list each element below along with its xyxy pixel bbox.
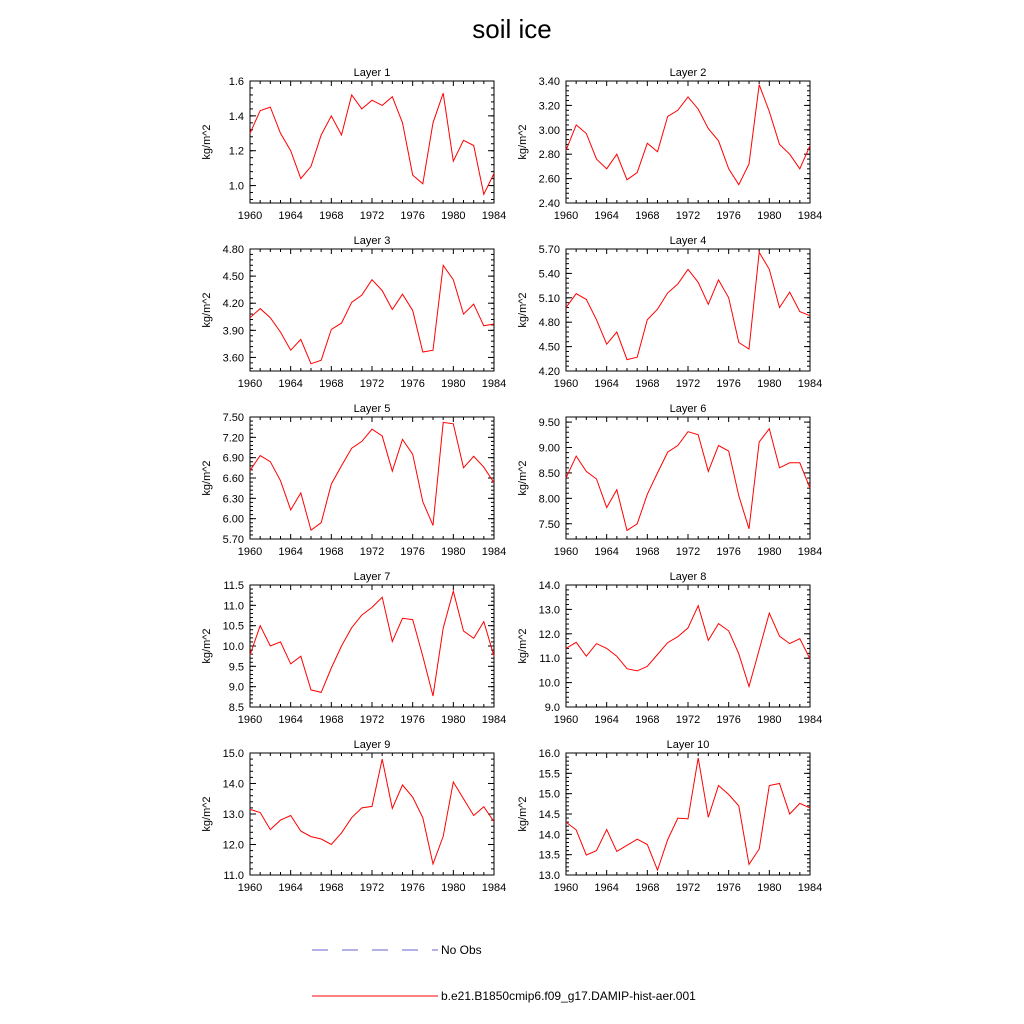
x-tick-label: 1972 — [359, 210, 385, 222]
x-tick-label: 1984 — [481, 882, 507, 894]
y-tick-label: 8.00 — [538, 493, 560, 506]
x-tick-label: 1976 — [716, 210, 741, 222]
x-tick-label: 1976 — [400, 882, 425, 894]
series-line — [250, 759, 494, 864]
x-tick-label: 1968 — [635, 210, 660, 222]
x-tick-label: 1980 — [441, 882, 466, 894]
x-tick-label: 1984 — [797, 714, 823, 726]
x-tick-label: 1976 — [400, 378, 425, 390]
panel-title: Layer 8 — [669, 571, 707, 583]
y-axis-label: kg/m^2 — [517, 460, 529, 496]
panel-1 — [201, 67, 506, 222]
x-tick-label: 1976 — [716, 714, 741, 726]
plot-frame — [566, 753, 810, 875]
x-tick-label: 1968 — [319, 714, 344, 726]
y-tick-label: 4.50 — [222, 271, 244, 284]
y-tick-label: 9.5 — [228, 661, 244, 674]
y-tick-label: 13.0 — [538, 870, 560, 882]
panel-title: Layer 5 — [353, 403, 391, 415]
y-tick-label: 2.80 — [538, 149, 560, 162]
y-tick-label: 11.0 — [223, 870, 244, 882]
x-tick-label: 1960 — [553, 378, 579, 390]
x-tick-label: 1984 — [481, 210, 507, 222]
y-tick-label: 12.0 — [538, 628, 560, 641]
x-tick-label: 1968 — [319, 546, 344, 558]
y-tick-label: 8.50 — [538, 467, 560, 480]
panel-title: Layer 2 — [669, 67, 707, 79]
y-tick-label: 8.5 — [228, 702, 244, 714]
series-line — [250, 93, 494, 194]
series-line — [250, 591, 494, 696]
panel-title: Layer 6 — [669, 403, 707, 415]
panel-3 — [201, 235, 506, 390]
x-tick-label: 1976 — [716, 882, 741, 894]
y-axis-label: kg/m^2 — [201, 124, 213, 160]
y-tick-label: 6.90 — [222, 452, 244, 465]
panel-title: Layer 4 — [669, 235, 707, 247]
x-tick-label: 1968 — [319, 210, 344, 222]
y-tick-label: 15.5 — [538, 768, 560, 781]
figure-title: soil ice — [472, 14, 552, 44]
y-axis-label: kg/m^2 — [517, 628, 529, 664]
y-axis-label: kg/m^2 — [517, 124, 529, 160]
x-tick-label: 1964 — [594, 714, 619, 726]
y-tick-label: 13.0 — [222, 809, 244, 821]
legend-label: b.e21.B1850cmip6.f09_g17.DAMIP-hist-aer.001 — [441, 989, 696, 1003]
x-tick-label: 1960 — [553, 210, 579, 222]
y-tick-label: 2.60 — [538, 173, 560, 186]
y-tick-label: 5.70 — [538, 244, 560, 256]
x-tick-label: 1980 — [441, 378, 466, 390]
x-tick-label: 1976 — [400, 210, 425, 222]
y-tick-label: 9.00 — [538, 442, 560, 455]
y-axis-label: kg/m^2 — [201, 292, 213, 328]
y-tick-label: 7.50 — [222, 412, 244, 424]
y-tick-label: 1.4 — [228, 110, 244, 123]
y-tick-label: 1.2 — [228, 145, 244, 158]
x-tick-label: 1984 — [481, 378, 507, 390]
y-tick-label: 13.0 — [538, 604, 560, 617]
y-tick-label: 4.50 — [538, 341, 560, 354]
y-tick-label: 14.0 — [222, 778, 244, 791]
series-line — [566, 85, 810, 185]
y-tick-label: 14.0 — [538, 829, 560, 842]
y-tick-label: 9.0 — [228, 681, 244, 694]
y-tick-label: 1.0 — [228, 180, 244, 193]
x-tick-label: 1964 — [278, 378, 303, 390]
panel-6 — [517, 403, 822, 558]
x-tick-label: 1964 — [594, 546, 619, 558]
series-line — [250, 422, 494, 530]
panel-title: Layer 3 — [353, 235, 391, 247]
y-axis-label: kg/m^2 — [201, 460, 213, 496]
plot-frame — [250, 249, 494, 371]
x-tick-label: 1972 — [675, 546, 701, 558]
y-axis-label: kg/m^2 — [517, 796, 529, 832]
x-tick-label: 1972 — [675, 210, 701, 222]
y-tick-label: 15.0 — [222, 748, 244, 760]
plot-frame — [250, 753, 494, 875]
x-tick-label: 1984 — [797, 546, 823, 558]
y-tick-label: 10.0 — [222, 641, 244, 653]
panel-title: Layer 7 — [353, 571, 391, 583]
y-tick-label: 7.50 — [538, 518, 560, 531]
x-tick-label: 1972 — [675, 378, 701, 390]
panel-8 — [517, 571, 822, 726]
x-tick-label: 1968 — [635, 882, 660, 894]
x-tick-label: 1980 — [441, 210, 466, 222]
series-line — [566, 758, 810, 870]
plot-frame — [566, 249, 810, 371]
x-tick-label: 1960 — [553, 714, 579, 726]
panel-9 — [201, 739, 506, 894]
y-tick-label: 11.0 — [223, 600, 244, 613]
x-tick-label: 1964 — [594, 210, 619, 222]
x-tick-label: 1972 — [675, 714, 701, 726]
y-tick-label: 5.10 — [538, 292, 560, 305]
legend-label: No Obs — [441, 943, 482, 957]
x-tick-label: 1976 — [716, 378, 741, 390]
x-tick-label: 1972 — [675, 882, 701, 894]
plot-frame — [250, 417, 494, 539]
x-tick-label: 1984 — [797, 378, 823, 390]
y-tick-label: 5.70 — [222, 534, 244, 546]
series-line — [250, 265, 494, 364]
x-tick-label: 1972 — [359, 378, 385, 390]
x-tick-label: 1980 — [757, 882, 782, 894]
y-axis-label: kg/m^2 — [517, 292, 529, 328]
x-tick-label: 1980 — [757, 546, 782, 558]
x-tick-label: 1968 — [319, 378, 344, 390]
x-tick-label: 1964 — [278, 714, 303, 726]
y-tick-label: 6.00 — [222, 513, 244, 526]
x-tick-label: 1980 — [441, 546, 466, 558]
y-tick-label: 14.0 — [538, 580, 560, 592]
y-tick-label: 6.30 — [222, 493, 244, 506]
y-tick-label: 10.0 — [538, 677, 560, 690]
y-axis-label: kg/m^2 — [201, 628, 213, 664]
panel-7 — [201, 571, 506, 726]
x-tick-label: 1976 — [400, 546, 425, 558]
x-tick-label: 1984 — [797, 210, 823, 222]
y-tick-label: 3.40 — [538, 76, 560, 88]
y-tick-label: 2.40 — [538, 198, 560, 210]
x-tick-label: 1972 — [359, 714, 385, 726]
plot-frame — [566, 417, 810, 539]
x-tick-label: 1960 — [237, 714, 263, 726]
y-tick-label: 4.20 — [538, 366, 560, 378]
panel-title: Layer 9 — [353, 739, 391, 751]
y-tick-label: 13.5 — [538, 849, 560, 862]
x-tick-label: 1972 — [359, 546, 385, 558]
x-tick-label: 1980 — [757, 210, 782, 222]
x-tick-label: 1968 — [635, 714, 660, 726]
y-tick-label: 11.5 — [223, 580, 244, 592]
x-tick-label: 1960 — [237, 882, 263, 894]
y-tick-label: 1.6 — [228, 76, 244, 88]
x-tick-label: 1960 — [553, 546, 579, 558]
x-tick-label: 1964 — [594, 882, 619, 894]
y-axis-label: kg/m^2 — [201, 796, 213, 832]
y-tick-label: 4.20 — [222, 298, 244, 311]
x-tick-label: 1968 — [319, 882, 344, 894]
series-line — [566, 429, 810, 531]
panel-2 — [517, 67, 822, 222]
y-tick-label: 10.5 — [222, 620, 244, 633]
x-tick-label: 1960 — [237, 546, 263, 558]
x-tick-label: 1964 — [278, 882, 303, 894]
y-tick-label: 15.0 — [538, 788, 560, 801]
y-tick-label: 7.20 — [222, 432, 244, 445]
y-tick-label: 9.0 — [544, 702, 560, 714]
legend — [312, 943, 696, 1003]
x-tick-label: 1976 — [716, 546, 741, 558]
panel-5 — [201, 403, 506, 558]
panel-10 — [517, 739, 822, 894]
x-tick-label: 1964 — [278, 546, 303, 558]
y-tick-label: 3.90 — [222, 325, 244, 338]
y-tick-label: 6.60 — [222, 473, 244, 485]
x-tick-label: 1964 — [594, 378, 619, 390]
y-tick-label: 12.0 — [222, 839, 244, 852]
y-tick-label: 3.20 — [538, 100, 560, 113]
plot-frame — [250, 81, 494, 203]
x-tick-label: 1980 — [757, 714, 782, 726]
x-tick-label: 1980 — [441, 714, 466, 726]
x-tick-label: 1980 — [757, 378, 782, 390]
y-tick-label: 4.80 — [538, 317, 560, 330]
x-tick-label: 1964 — [278, 210, 303, 222]
plot-frame — [250, 585, 494, 707]
x-tick-label: 1984 — [481, 714, 507, 726]
y-tick-label: 9.50 — [538, 417, 560, 430]
y-tick-label: 4.80 — [222, 244, 244, 256]
y-tick-label: 3.60 — [222, 352, 244, 365]
x-tick-label: 1968 — [635, 378, 660, 390]
x-tick-label: 1960 — [553, 882, 579, 894]
x-tick-label: 1984 — [797, 882, 823, 894]
x-tick-label: 1984 — [481, 546, 507, 558]
y-tick-label: 14.5 — [538, 809, 560, 821]
panel-title: Layer 10 — [666, 739, 710, 751]
x-tick-label: 1976 — [400, 714, 425, 726]
series-line — [566, 252, 810, 359]
plot-frame — [566, 81, 810, 203]
x-tick-label: 1960 — [237, 210, 263, 222]
y-tick-label: 11.0 — [539, 653, 560, 666]
y-tick-label: 3.00 — [538, 124, 560, 137]
x-tick-label: 1960 — [237, 378, 263, 390]
panel-title: Layer 1 — [353, 67, 391, 79]
series-line — [566, 606, 810, 687]
x-tick-label: 1972 — [359, 882, 385, 894]
y-tick-label: 16.0 — [538, 748, 560, 760]
x-tick-label: 1968 — [635, 546, 660, 558]
panel-4 — [517, 235, 822, 390]
y-tick-label: 5.40 — [538, 268, 560, 281]
